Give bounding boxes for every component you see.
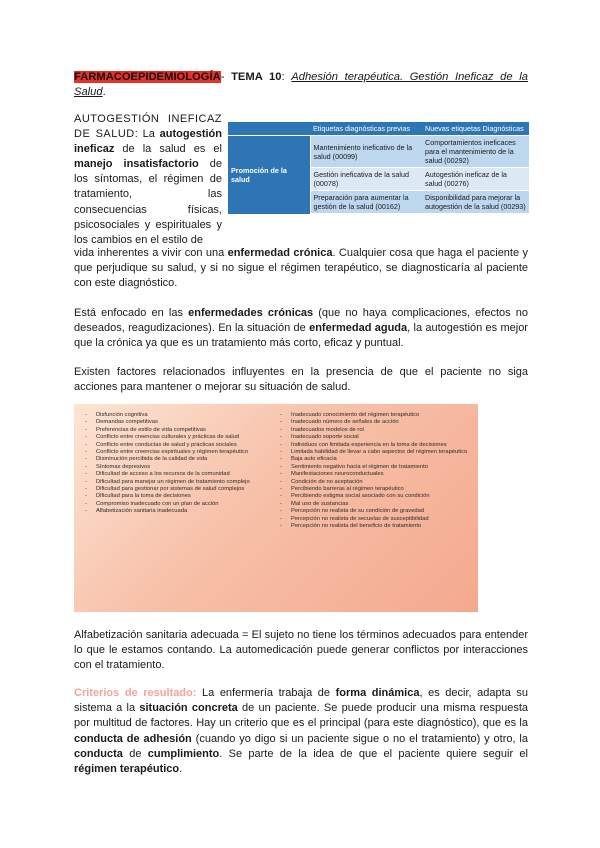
- factor-item: - Inadecuado conocimiento del régimen terapéutico: [279, 412, 471, 419]
- table-cell: Autogestión ineficaz de la salud (00276): [422, 168, 529, 191]
- factor-item: - Compromiso inadecuado con un plan de acción: [84, 501, 264, 508]
- para2-bold-b: enfermedad aguda: [309, 322, 408, 335]
- table-header-cell: Nuevas etiquetas Diagnósticas: [422, 122, 529, 136]
- para5-text-f: . Se parte de la idea de que el paciente quiere seguir el: [219, 747, 528, 760]
- table-cell: Gestión ineficativa de la salud (00078): [310, 168, 422, 191]
- factor-item: - Alfabetización sanitaria inadecuada: [84, 508, 264, 515]
- table-header-cell: Etiquetas diagnósticas previas: [310, 122, 422, 136]
- para5-bold-e: cumplimiento: [147, 747, 220, 760]
- outcome-criteria-label: Criterios de resultado:: [74, 687, 197, 699]
- table-cell: Comportamientos ineficaces para el mantenimiento de la salud (00292): [422, 136, 529, 168]
- para2-text-b: (que no haya complicaciones, efectos no deseados, reagudizaciones). En la situación de: [74, 307, 529, 335]
- para5-text-a: La enfermería trabaja de: [196, 687, 336, 699]
- header-separator: -: [220, 71, 225, 83]
- factor-item: - Sentimiento negativo hacia el régimen de tratamiento: [279, 464, 471, 471]
- intro-bold-b: manejo insatisfactorio: [74, 158, 199, 171]
- intro-text-c: de los síntomas, el régimen de tratamiento, las consecuencias físicas, psicosociales y espirituales y los cambios en el estilo de: [74, 158, 222, 246]
- factor-item: - Demandas competitivas: [84, 419, 264, 426]
- table-cell: Mantenimiento ineficativo de la salud (00099): [310, 136, 422, 168]
- factor-item: - Dificultad para la toma de decisiones: [84, 493, 264, 500]
- header-end: .: [102, 86, 106, 98]
- para5-bold-f: régimen terapéutico: [74, 763, 180, 776]
- document-header: [74, 70, 528, 100]
- related-factors-box: [74, 404, 478, 612]
- factor-item: - Dificultad para gestionar por sistemas de salud complejos: [84, 486, 264, 493]
- subject-title: FARMACOEPIDEMIOLOGÍA: [74, 71, 221, 83]
- intro-text-b: de la salud es el: [114, 143, 222, 156]
- para5-bold-a: forma dinámica: [335, 687, 420, 699]
- section-title-line1: AUTOGESTIÓN INEFICAZ: [74, 113, 222, 125]
- factor-item: - Síntomas depresivos: [84, 464, 264, 471]
- factor-item: - Percepción no realista de secuelas de susceptibilidad: [279, 516, 471, 523]
- factor-item: - Disminución percibida de la calidad de vida: [84, 456, 264, 463]
- factors-right-list: [279, 412, 471, 531]
- paragraph-focus: [74, 306, 528, 352]
- factor-item: - Manifestaciones neuroconductuales: [279, 471, 471, 478]
- factor-item: - Preferencias de estilo de vida competitivas: [84, 427, 264, 434]
- para5-bold-c: conducta de adhesión: [74, 732, 192, 745]
- topic-title: Adhesión terapéutica. Gestión Ineficaz de la Salud: [74, 71, 528, 98]
- para5-text-d: (cuando yo digo si un paciente sigue o no el tratamiento) y otro, la: [191, 732, 528, 745]
- factor-item: - Dificultad de acceso a los recursos de la comunidad: [84, 471, 264, 478]
- diagnosis-table: [228, 122, 529, 214]
- header-colon: :: [281, 71, 285, 83]
- para2-text-c: , la autogestión es mejor que la crónica ya que es un tratamiento más corto, eficaz y puntual.: [74, 322, 528, 350]
- factor-item: - Inadecuados modelos de rol: [279, 427, 471, 434]
- factor-item: - Individuos con limitada experiencia en la toma de decisiones: [279, 442, 471, 449]
- factor-item: - Percepción no realista del beneficio de tratamiento: [279, 523, 471, 530]
- para5-bold-d: conducta: [74, 747, 123, 760]
- para5-text-g: .: [179, 763, 183, 776]
- factor-item: - Inadecuado soporte social: [279, 434, 471, 441]
- factor-item: - Conflicto entre conductas de salud y prácticas sociales: [84, 442, 264, 449]
- table-cell: Preparación para aumentar la gestión de la salud (00162): [310, 191, 422, 214]
- intro-bold-a: autogestión ineficaz: [74, 128, 222, 156]
- factors-left-list: [84, 412, 264, 516]
- table-row-label: Promoción de la salud: [228, 136, 310, 214]
- para5-bold-b: situación concreta: [139, 702, 238, 715]
- para5-text-c: de un paciente. Se puede producir una misma respuesta por multitud de factores. Hay un criterio que es el principal (para este diagnóstico), que es la: [74, 702, 529, 730]
- para2-bold-a: enfermedades crónicas: [188, 307, 314, 319]
- factor-item: - Mal uso de sustancias: [279, 501, 471, 508]
- para5-text-b: , es decir, adapta su sistema a la: [74, 687, 529, 715]
- intro-paragraph: [74, 112, 222, 248]
- tema-label: TEMA 10: [231, 71, 282, 83]
- para1-text-b: . Cualquier cosa que haga el paciente y que perjudique su salud, y si no sigue el régimen terapéutico, se diagnosticaría al paciente con este diagnóstico.: [74, 247, 528, 290]
- factor-item: - Disfunción cognitiva: [84, 412, 264, 419]
- factor-item: - Percibiendo estigma social asociado con su condición: [279, 493, 471, 500]
- factor-item: - Percepción no realista de su condición de gravedad: [279, 508, 471, 515]
- paragraph-outcome-criteria: [74, 686, 528, 777]
- paragraph-factors-intro: Existen factores relacionados influyentes en la presencia de que el paciente no siga acciones para mantener o mejorar su situación de salud.: [74, 366, 528, 394]
- factor-item: - Baja auto eficacia: [279, 456, 471, 463]
- factor-item: - Percibiendo barreras al régimen terapéutico: [279, 486, 471, 493]
- paragraph-health-literacy: Alfabetización sanitaria adecuada = El sujeto no tiene los términos adecuados para entender lo que le estamos contando. La automedicación puede generar conflictos por interacciones con el tratamiento.: [74, 629, 528, 672]
- section-title-line2: DE SALUD: [74, 128, 135, 141]
- para1-text-a: vida inherentes a vivir con una: [74, 247, 228, 259]
- paragraph-chronic-disease: [74, 246, 528, 292]
- table-row: [228, 136, 529, 168]
- para1-bold-a: enfermedad crónica: [227, 247, 333, 259]
- intro-text-a: : La: [134, 128, 160, 141]
- para5-text-e: de: [122, 747, 148, 760]
- factor-item: - Dificultad para manejar un régimen de tratamiento complejo: [84, 479, 264, 486]
- factor-item: - Conflicto entre creencias espirituales y régimen terapéutico: [84, 449, 264, 456]
- factor-item: - Condición de no aceptación: [279, 479, 471, 486]
- table-header-cell: [228, 122, 310, 136]
- table-cell: Disponibilidad para mejorar la autogestión de la salud (00293): [422, 191, 529, 214]
- para2-text-a: Está enfocado en las: [74, 307, 189, 319]
- factor-item: - Limitada habilidad de llevar a cabo aspectos del régimen terapéutico: [279, 449, 471, 456]
- table-header-row: [228, 122, 529, 136]
- factor-item: - Inadecuado número de señales de acción: [279, 419, 471, 426]
- factor-item: - Conflicto entre creencias culturales y prácticas de salud: [84, 434, 264, 441]
